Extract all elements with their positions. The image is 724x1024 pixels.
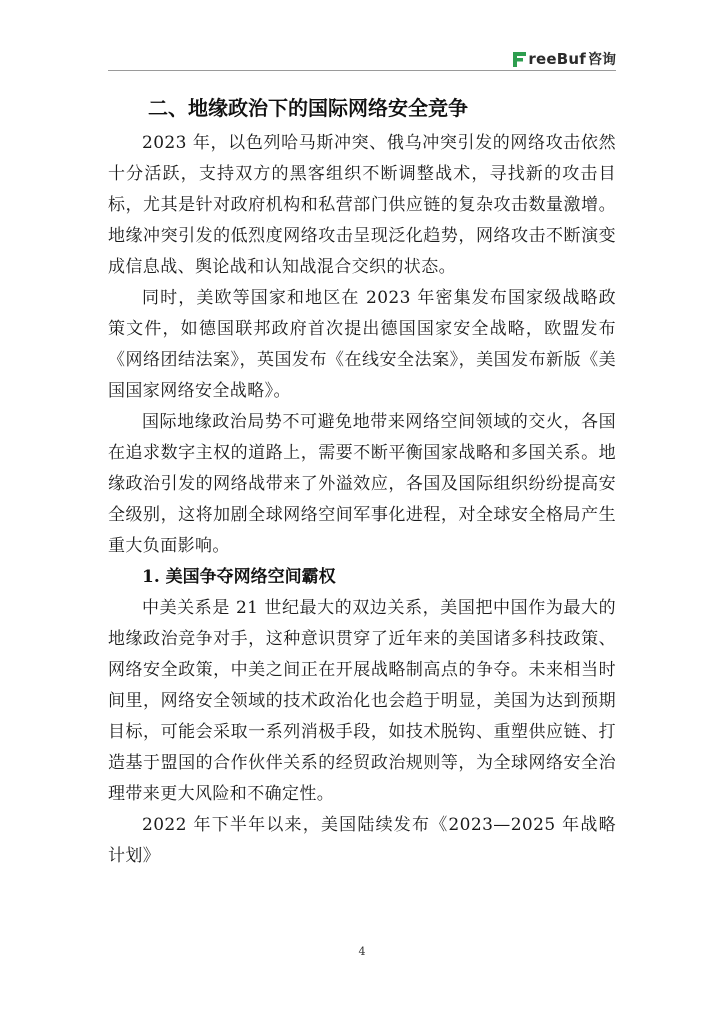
freebuf-logo-icon xyxy=(513,52,527,67)
paragraph-1: 2023 年，以色列哈马斯冲突、俄乌冲突引发的网络攻击依然十分活跃，支持双方的黑客组织不断调整战术，寻找新的攻击目标，尤其是针对政府机构和私营部门供应链的复杂攻击数量激增。地缘冲突引发的低烈度网络攻击呈现泛化趋势，网络攻击不断演变成信息战、舆论战和认知战混合交织的状态。 xyxy=(108,133,616,277)
paragraph-2: 同时，美欧等国家和地区在 2023 年密集发布国家级战略政策文件，如德国联邦政府首次提出德国国家安全战略，欧盟发布《网络团结法案》，英国发布《在线安全法案》，美国发布新版《美国国家网络安全战略》。 xyxy=(108,288,616,401)
header-divider xyxy=(108,70,616,71)
header-logo xyxy=(513,49,616,69)
section-title: 二、地缘政治下的国际网络安全竞争 xyxy=(148,96,468,120)
logo-text: reeBuf xyxy=(528,50,586,68)
subsection-title: 1. 美国争夺网络空间霸权 xyxy=(142,567,336,587)
page-number: 4 xyxy=(358,945,366,958)
paragraph-4: 中美关系是 21 世纪最大的双边关系，美国把中国作为最大的地缘政治竞争对手，这种意识贯穿了近年来的美国诸多科技政策、网络安全政策，中美之间正在开展战略制高点的争夺。未来相当时间里，网络安全领域的技术政治化也会趋于明显，美国为达到预期目标，可能会采取一系列消极手段，如技术脱钩、重塑供应链、打造基于盟国的合作伙伴关系的经贸政治规则等，为全球网络安全治理带来更大风险和不确定性。 xyxy=(108,598,616,804)
logo-suffix: 咨询 xyxy=(588,52,616,68)
paragraph-5: 2022 年下半年以来，美国陆续发布《2023—2025 年战略计划》 xyxy=(108,815,616,866)
paragraph-3: 国际地缘政治局势不可避免地带来网络空间领域的交火，各国在追求数字主权的道路上，需要不断平衡国家战略和多国关系。地缘政治引发的网络战带来了外溢效应，各国及国际组织纷纷提高安全级别，这将加剧全球网络空间军事化进程，对全球安全格局产生重大负面影响。 xyxy=(108,412,616,556)
page-content xyxy=(108,88,616,872)
